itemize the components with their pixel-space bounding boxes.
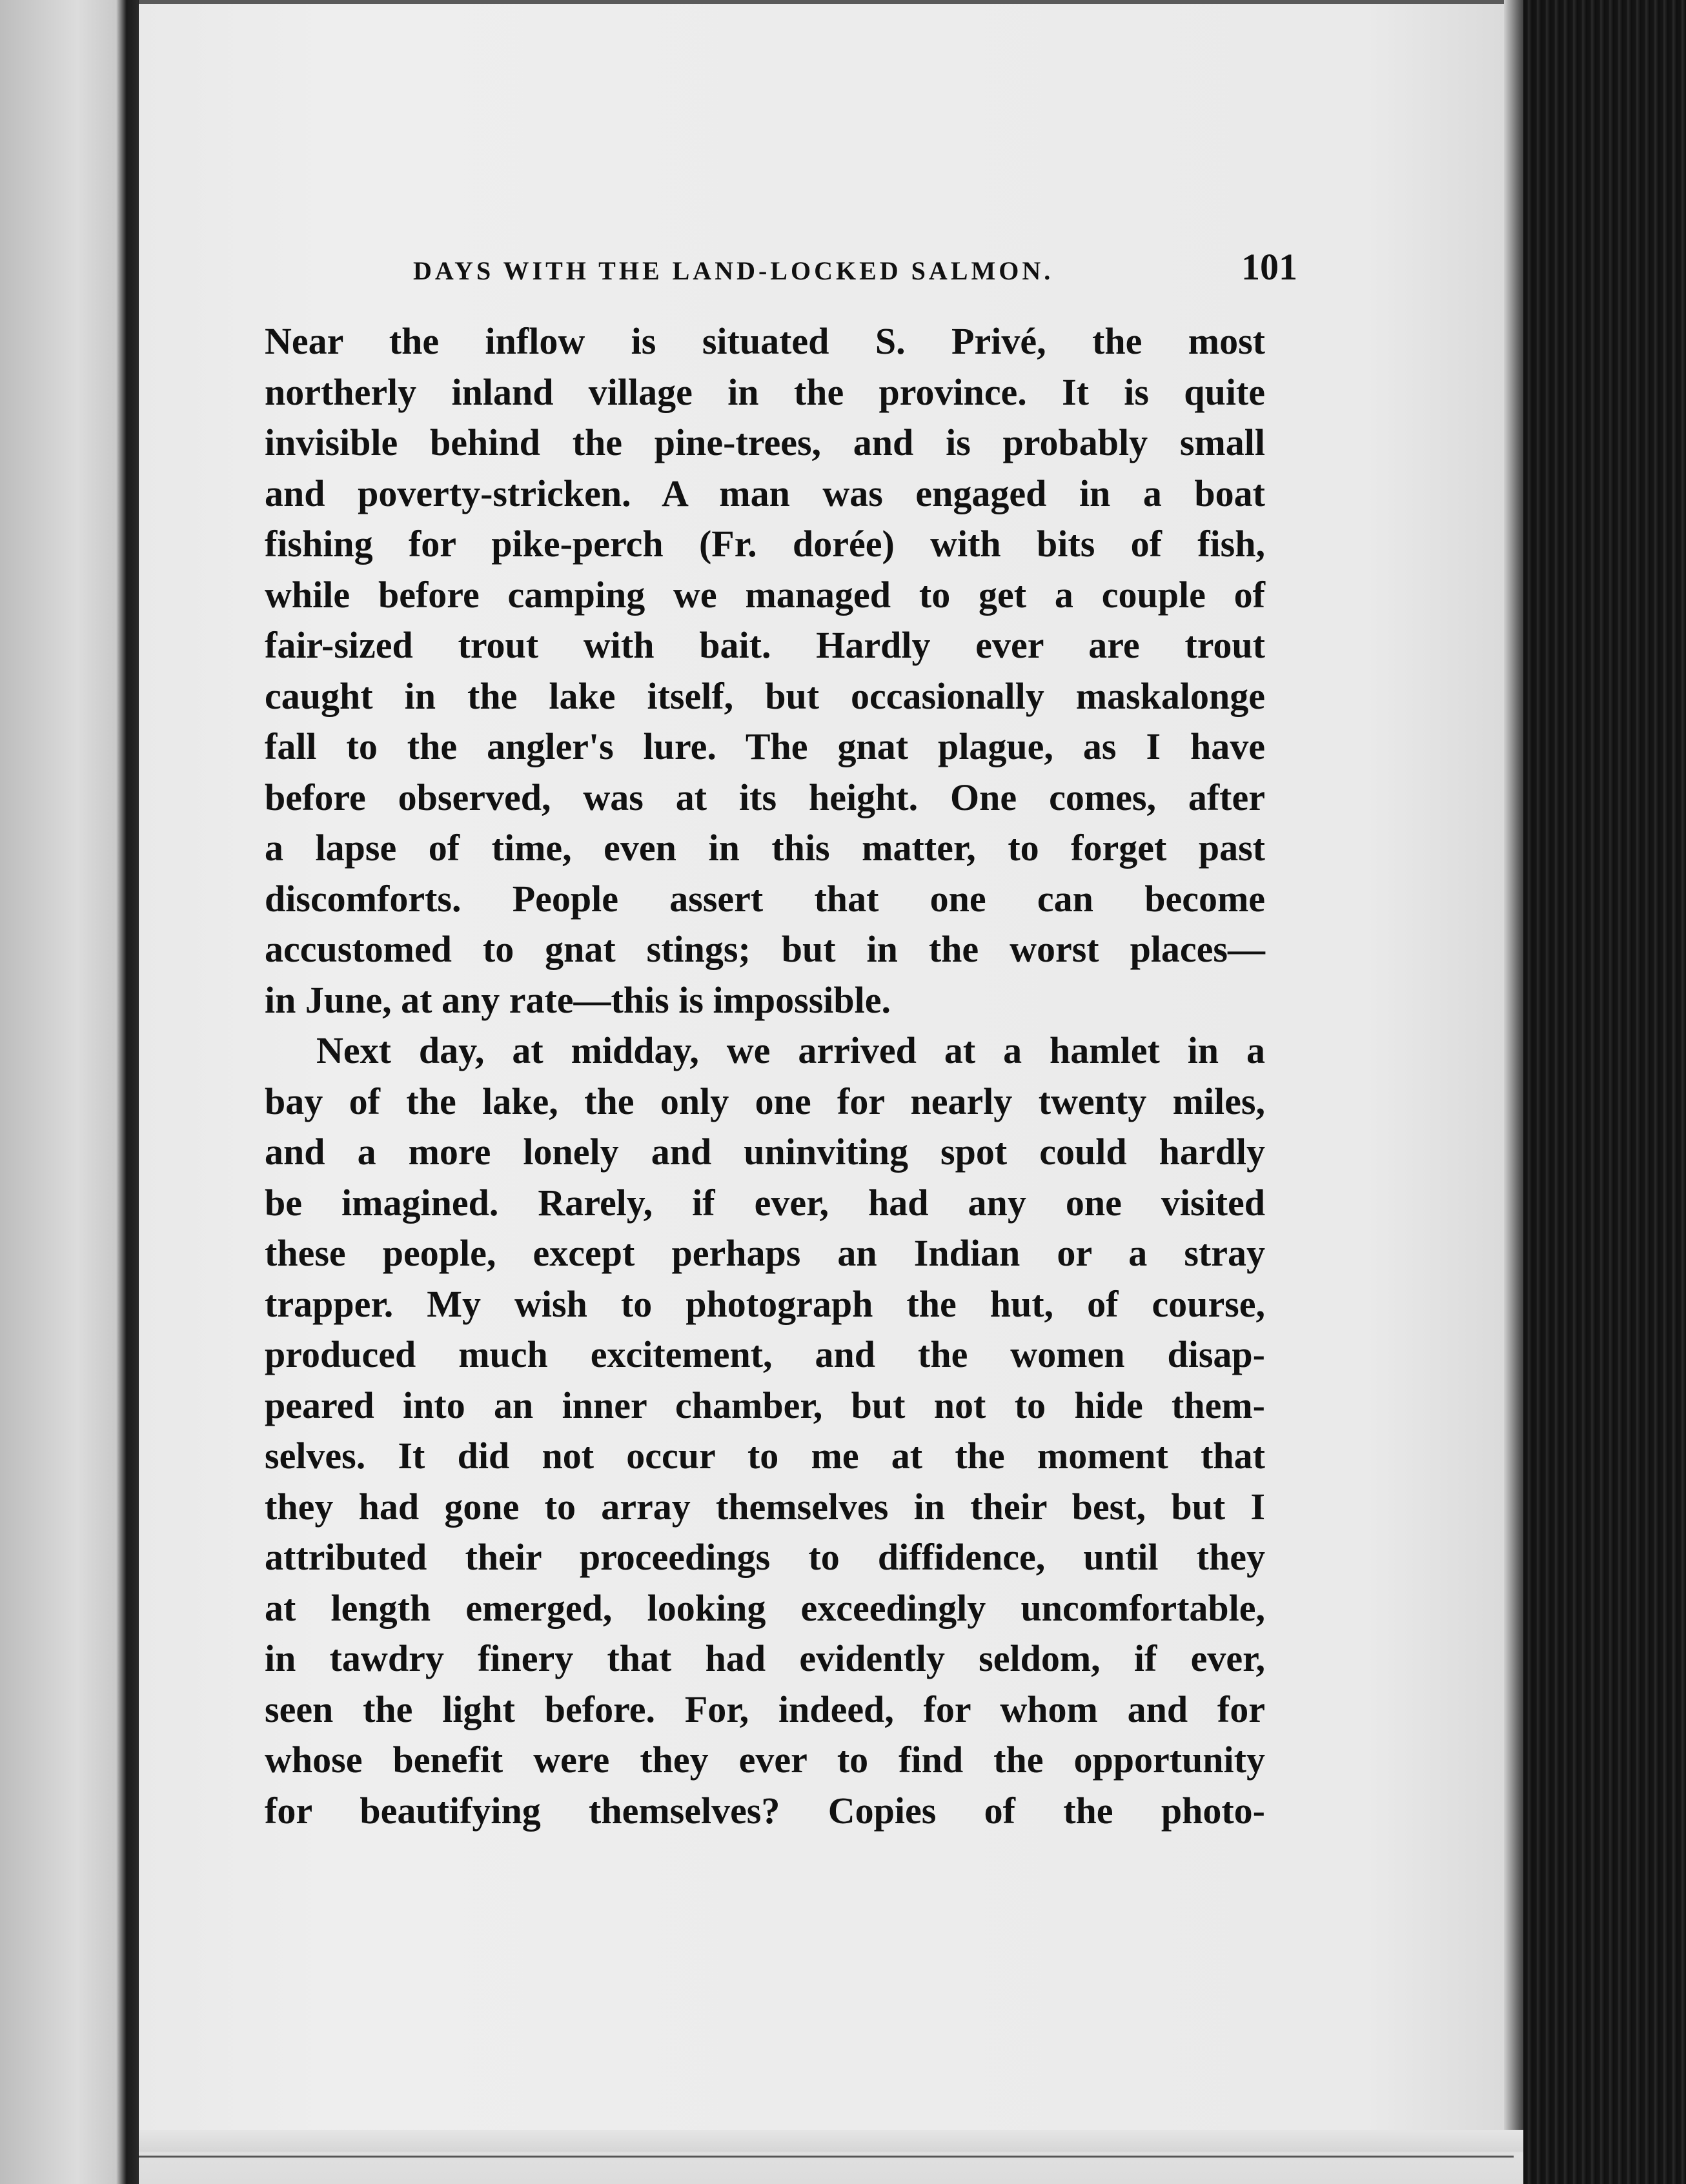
- text-line: these people, except perhaps an Indian or a stray: [265, 1232, 1265, 1274]
- text-line: Near the inflow is situated S. Privé, the most: [265, 320, 1265, 362]
- text-line: seen the light before. For, indeed, for whom and for: [265, 1688, 1265, 1730]
- text-line: fall to the angler's lure. The gnat plague, as I have: [265, 725, 1265, 767]
- text-line: and poverty-stricken. A man was engaged in a boat: [265, 472, 1265, 514]
- text-line: Next day, at midday, we arrived at a hamlet in a: [316, 1029, 1265, 1071]
- text-line: discomforts. People assert that one can become: [265, 877, 1265, 920]
- text-line: whose benefit were they ever to find the opportunity: [265, 1739, 1265, 1781]
- text-line: trapper. My wish to photograph the hut, of course,: [265, 1282, 1265, 1325]
- running-title: DAYS WITH THE LAND-LOCKED SALMON.: [413, 256, 1054, 285]
- text-line: invisible behind the pine-trees, and is probably small: [265, 421, 1265, 463]
- text-line: in tawdry finery that had evidently seldom, if ever,: [265, 1637, 1265, 1679]
- text-line: at length emerged, looking exceedingly uncomfortable,: [265, 1586, 1265, 1629]
- page-number: 101: [1241, 246, 1297, 288]
- page-top-edge: [139, 0, 1523, 4]
- right-page-edges: [1523, 0, 1686, 2184]
- body-text: [265, 316, 1265, 1836]
- text-line: selves. It did not occur to me at the moment that: [265, 1435, 1265, 1477]
- text-line: fishing for pike-perch (Fr. dorée) with bits of fish,: [265, 523, 1265, 565]
- text-line: be imagined. Rarely, if ever, had any one visited: [265, 1181, 1265, 1224]
- running-head: [413, 245, 1297, 290]
- text-line: bay of the lake, the only one for nearly twenty miles,: [265, 1080, 1265, 1122]
- text-line: in June, at any rate—this is impossible.: [265, 978, 891, 1021]
- text-line: northerly inland village in the province. It is quite: [265, 370, 1265, 413]
- text-line: while before camping we managed to get a couple of: [265, 573, 1265, 616]
- text-line: accustomed to gnat stings; but in the worst places—: [265, 928, 1265, 970]
- text-line: before observed, was at its height. One comes, after: [265, 776, 1265, 818]
- text-line: they had gone to array themselves in their best, but I: [265, 1485, 1265, 1528]
- text-line: peared into an inner chamber, but not to hide them-: [265, 1384, 1265, 1426]
- paragraph-2: [265, 1026, 1265, 1836]
- text-line: fair-sized trout with bait. Hardly ever are trout: [265, 624, 1265, 666]
- text-line: caught in the lake itself, but occasionally maskalonge: [265, 674, 1265, 717]
- paragraph-1: [265, 316, 1265, 1026]
- text-line: for beautifying themselves? Copies of the photo-: [265, 1789, 1265, 1832]
- text-line: and a more lonely and uninviting spot could hardly: [265, 1131, 1265, 1173]
- text-line: a lapse of time, even in this matter, to forget past: [265, 827, 1265, 869]
- text-line: attributed their proceedings to diffidence, until they: [265, 1536, 1265, 1578]
- text-line: produced much excitement, and the women disap-: [265, 1333, 1265, 1375]
- bottom-rule: [139, 2156, 1514, 2158]
- left-page-edge: [0, 0, 139, 2184]
